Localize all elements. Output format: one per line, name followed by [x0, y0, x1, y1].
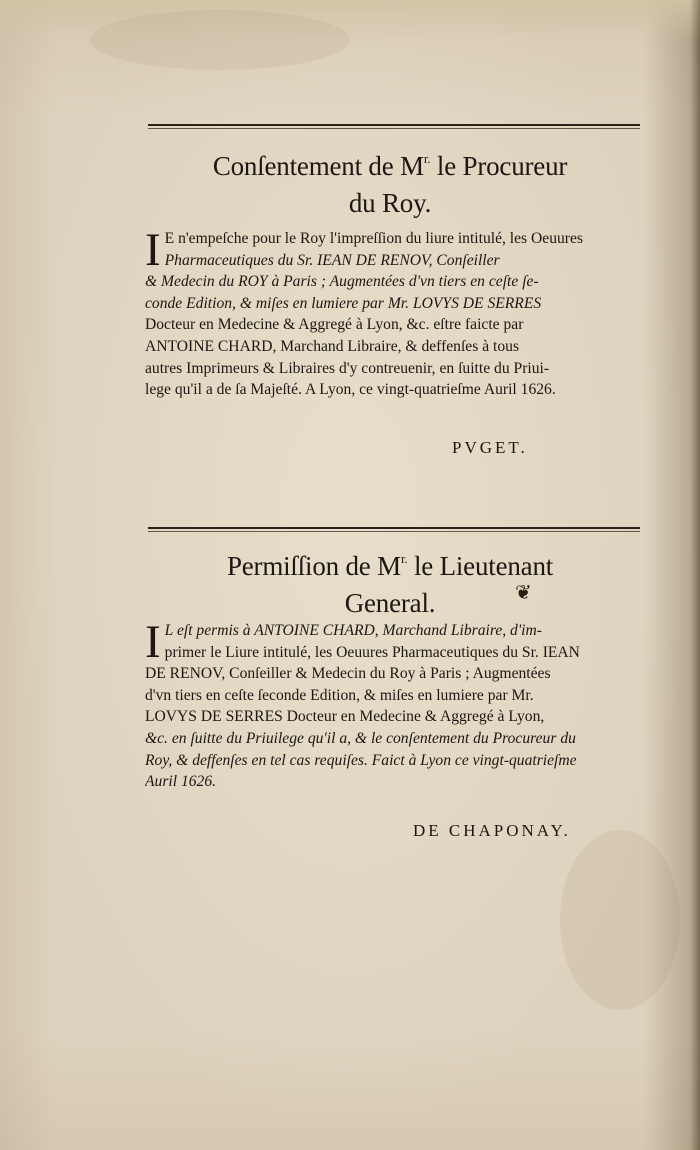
text-line: LOVYS DE SERRES Docteur en Medecine & Aggregé à Lyon,	[145, 708, 545, 726]
text-line: & Medecin du ROY à Paris ; Augmentées d'vn tiers en ceſte ſe-	[145, 273, 539, 291]
text-line: E n'empeſche pour le Roy l'impreſſion du liure intitulé, les Oeuures	[164, 230, 583, 247]
heading-line-2: General.	[344, 588, 436, 618]
text-line: Roy, & deffenſes en tel cas requiſes. Faict à Lyon ce vingt-quatrieſme	[145, 751, 577, 769]
heading-text: Conſentement de M	[212, 151, 424, 181]
page-gutter-shadow	[690, 0, 700, 1150]
heading-superscript: r.	[400, 551, 408, 566]
text-line: d'vn tiers en ceſte ſeconde Edition, & miſes en lumiere par Mr.	[145, 686, 534, 704]
text-line: Auril 1626.	[145, 773, 217, 791]
heading-text: Permiſſion de M	[226, 551, 401, 581]
text-line: lege qu'il a de ſa Majeſté. A Lyon, ce vingt-quatrieſme Auril 1626.	[145, 381, 556, 399]
paper-stain	[90, 10, 350, 70]
ornament-icon: ❦	[515, 580, 532, 604]
top-rule	[148, 124, 640, 126]
signature-chaponay: DE CHAPONAY.	[413, 821, 571, 840]
text-line: ANTOINE CHARD, Marchand Libraire, & deffenſes à tous	[145, 337, 520, 355]
heading-text: le Lieutenant	[407, 551, 554, 581]
signature-puget: PVGET.	[452, 438, 528, 457]
heading-line-1	[140, 140, 640, 185]
paragraph-permission	[145, 616, 645, 793]
heading-superscript: r.	[423, 151, 431, 166]
text-line: Pharmaceutiques du Sr. IEAN DE RENOV, Conſeiller	[164, 251, 500, 269]
drop-cap: I	[145, 224, 161, 276]
text-line: L eſt permis à ANTOINE CHARD, Marchand Libraire, d'im-	[164, 622, 542, 639]
text-line: primer le Liure intitulé, les Oeuures Pharmaceutiques du Sr. IEAN	[164, 643, 580, 661]
heading-permission	[140, 540, 640, 622]
middle-rule	[148, 527, 640, 529]
text-line: DE RENOV, Conſeiller & Medecin du Roy à Paris ; Augmentées	[145, 665, 551, 683]
text-line: &c. en ſuitte du Priuilege qu'il a, & le conſentement du Procureur du	[145, 729, 576, 747]
paragraph-consentement	[145, 224, 645, 401]
text-line: conde Edition, & miſes en lumiere par Mr. LOVYS DE SERRES	[145, 294, 542, 312]
heading-line-1	[140, 540, 640, 585]
text-line: autres Imprimeurs & Libraires d'y contreuenir, en ſuitte du Priui-	[145, 359, 550, 377]
heading-consentement	[140, 140, 640, 222]
heading-text: le Procureur	[430, 151, 568, 181]
drop-cap: I	[145, 616, 161, 668]
paper-stain	[560, 830, 680, 1010]
heading-line-2: du Roy.	[348, 188, 432, 218]
text-line: Docteur en Medecine & Aggregé à Lyon, &c. eſtre faicte par	[145, 316, 524, 334]
